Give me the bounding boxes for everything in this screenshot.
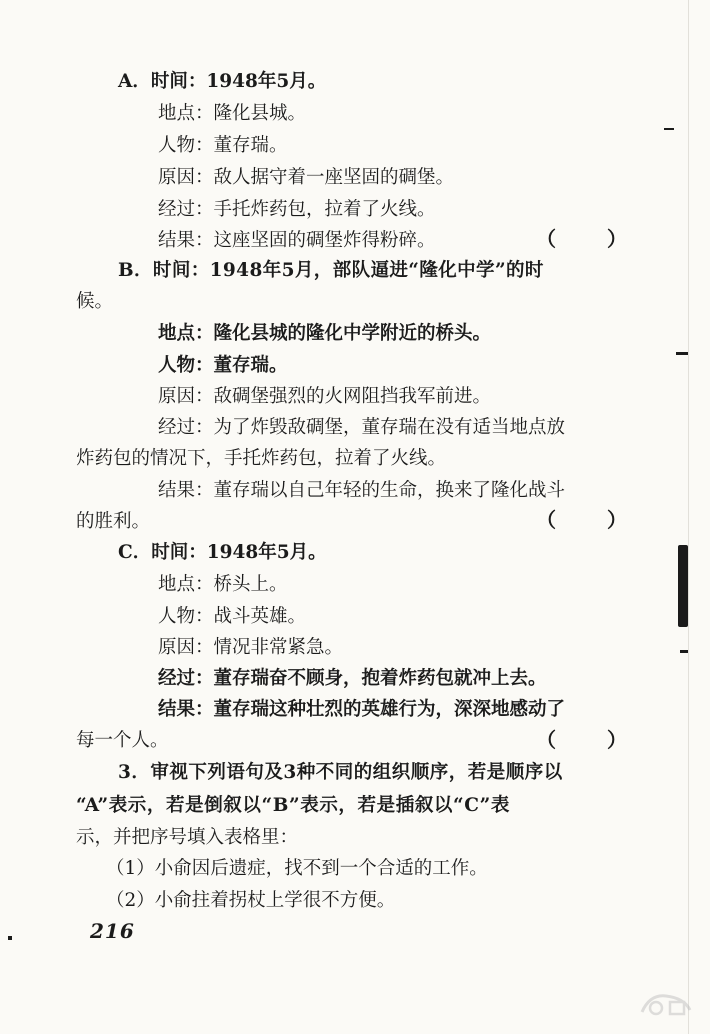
option-c-process: 经过：董存瑞奋不顾身，抱着炸药包就冲上去。 [158, 668, 547, 689]
option-c-time: C．时间：1948年5月。 [118, 542, 327, 563]
scan-edge-tick [664, 128, 674, 130]
answer-blank-a: （ ） [536, 227, 649, 251]
scan-edge-mark [678, 545, 688, 627]
option-b-time-cont: 候。 [76, 291, 114, 312]
page-number: 216 [90, 919, 135, 943]
option-a-place: 地点：隆化县城。 [158, 103, 307, 124]
option-a-time: A．时间：1948年5月。 [118, 71, 327, 92]
question-3-prompt: 3．审视下列语句及3种不同的组织顺序，若是顺序以 [118, 762, 563, 783]
option-c-place: 地点：桥头上。 [158, 574, 288, 595]
page-edge-line [688, 0, 689, 1034]
option-a-person: 人物：董存瑞。 [158, 135, 288, 156]
option-c-cause: 原因：情况非常紧急。 [158, 637, 344, 658]
scan-speck [8, 936, 12, 940]
option-b-result-cont: 的胜利。 [76, 511, 151, 532]
scan-edge-tick [680, 650, 688, 653]
option-c-person: 人物：战斗英雄。 [158, 606, 307, 627]
option-b-cause: 原因：敌碉堡强烈的火网阻挡我军前进。 [158, 386, 492, 407]
answer-blank-b: （ ） [536, 508, 649, 532]
watermark-logo [636, 988, 696, 1022]
question-3-prompt-cont1: “A”表示，若是倒叙以“B”表示，若是插叙以“C”表 [76, 795, 510, 816]
answer-blank-c: （ ） [536, 728, 649, 752]
option-b-place: 地点：隆化县城的隆化中学附近的桥头。 [158, 323, 492, 344]
option-a-process: 经过：手托炸药包，拉着了火线。 [158, 199, 436, 220]
option-b-time: B．时间：1948年5月，部队逼进“隆化中学”的时 [118, 260, 544, 281]
option-a-result: 结果：这座坚固的碉堡炸得粉碎。 [158, 230, 436, 251]
sentence-1: （1）小俞因后遗症，找不到一个合适的工作。 [106, 858, 488, 879]
option-c-result-cont: 每一个人。 [76, 730, 169, 751]
option-a-cause: 原因：敌人据守着一座坚固的碉堡。 [158, 167, 455, 188]
option-b-process-cont: 炸药包的情况下，手托炸药包，拉着了火线。 [76, 448, 447, 469]
option-b-process: 经过：为了炸毁敌碉堡，董存瑞在没有适当地点放 [158, 417, 566, 438]
scan-edge-tick [676, 352, 688, 355]
option-c-result: 结果：董存瑞这种壮烈的英雄行为，深深地感动了 [158, 699, 566, 720]
option-b-person: 人物：董存瑞。 [158, 355, 288, 376]
question-3-prompt-cont2: 示，并把序号填入表格里： [76, 827, 299, 848]
option-b-result: 结果：董存瑞以自己年轻的生命，换来了隆化战斗 [158, 480, 566, 501]
sentence-2: （2）小俞拄着拐杖上学很不方便。 [106, 890, 396, 911]
